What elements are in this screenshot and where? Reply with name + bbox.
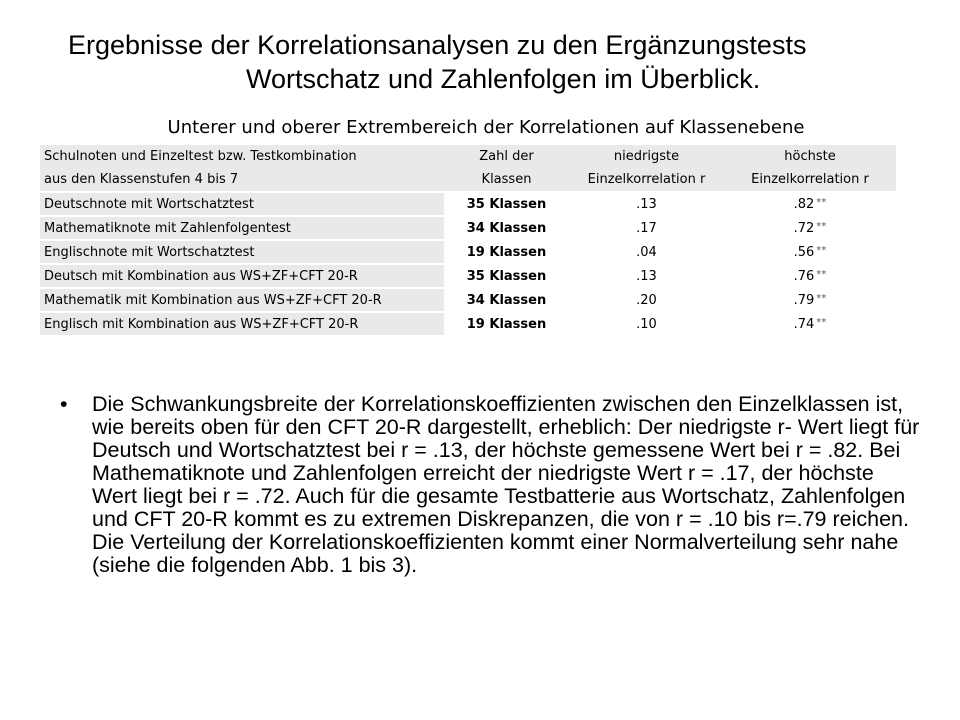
table-header-row <box>40 145 896 168</box>
title-line-2: Wortschatz und Zahlenfolgen im Überblick. <box>246 64 761 94</box>
header-cell: Einzelkorrelation r <box>569 168 724 192</box>
min-correlation: .20 <box>569 288 724 312</box>
title-line-1: Ergebnisse der Korrelationsanalysen zu den Ergänzungstests <box>68 30 807 60</box>
header-cell: Klassen <box>444 168 569 192</box>
min-correlation: .13 <box>569 192 724 216</box>
table-row <box>40 288 896 312</box>
table-row <box>40 264 896 288</box>
row-label: Mathematiknote mit Zahlenfolgentest <box>40 216 444 240</box>
class-count: 35 Klassen <box>444 192 569 216</box>
min-correlation: .04 <box>569 240 724 264</box>
max-correlation: .82 <box>793 196 815 212</box>
class-count: 34 Klassen <box>444 288 569 312</box>
row-label: Mathematik mit Kombination aus WS+ZF+CFT 20-R <box>40 288 444 312</box>
max-correlation: .72 <box>793 220 815 236</box>
max-correlation: .76 <box>793 268 815 284</box>
min-correlation: .10 <box>569 312 724 336</box>
row-label: Deutsch mit Kombination aus WS+ZF+CFT 20-R <box>40 264 444 288</box>
header-cell: niedrigste <box>569 145 724 168</box>
table-heading: Unterer und oberer Extrembereich der Korrelationen auf Klassenebene <box>167 117 805 138</box>
class-count: 35 Klassen <box>444 264 569 288</box>
row-label: Englisch mit Kombination aus WS+ZF+CFT 20-R <box>40 312 444 336</box>
max-correlation-cell <box>724 288 896 312</box>
max-correlation-cell <box>724 264 896 288</box>
bullet-marker: • <box>60 392 68 416</box>
table-row <box>40 312 896 336</box>
row-label: Deutschnote mit Wortschatztest <box>40 192 444 216</box>
significance-marker: ** <box>816 220 827 232</box>
min-correlation: .13 <box>569 264 724 288</box>
class-count: 34 Klassen <box>444 216 569 240</box>
significance-marker: ** <box>816 316 827 328</box>
bullet-text: Die Schwankungsbreite der Korrelationskoeffizienten zwischen den Einzelklassen ist, wie bereits oben für den CFT 20-R dargestellt, erheblich: Der niedrigste r- Wert liegt für Deutsch und Wortschatztest bei r = .13, der höchste gemessene Wert bei r = .82. Bei Mathematiknote und Zahlenfolgen erreicht der niedrigste Wert r = .17, der höchste Wert liegt bei r = .72. Auch für die gesamte Testbatterie aus Wortschatz, Zahlenfolgen und CFT 20-R kommt es zu extremen Diskrepanzen, die von r = .10 bis r=.79 reichen. Die Verteilung der Korrelationskoeffizienten kommt einer Normalverteilung sehr nahe (siehe die folgenden Abb. 1 bis 3). <box>92 392 920 577</box>
max-correlation: .74 <box>793 316 815 332</box>
slide-title <box>60 28 940 96</box>
max-correlation: .56 <box>793 244 815 260</box>
max-correlation: .79 <box>793 292 815 308</box>
header-cell: Einzelkorrelation r <box>724 168 896 192</box>
max-correlation-cell <box>724 312 896 336</box>
significance-marker: ** <box>816 244 827 256</box>
header-cell: höchste <box>724 145 896 168</box>
max-correlation-cell <box>724 216 896 240</box>
table-row <box>40 240 896 264</box>
header-cell: Schulnoten und Einzeltest bzw. Testkombination <box>40 145 444 168</box>
correlation-table <box>40 145 896 337</box>
class-count: 19 Klassen <box>444 312 569 336</box>
max-correlation-cell <box>724 192 896 216</box>
table-row <box>40 192 896 216</box>
class-count: 19 Klassen <box>444 240 569 264</box>
header-cell: aus den Klassenstufen 4 bis 7 <box>40 168 444 192</box>
table-header-row <box>40 168 896 192</box>
significance-marker: ** <box>816 196 827 208</box>
significance-marker: ** <box>816 268 827 280</box>
header-cell: Zahl der <box>444 145 569 168</box>
table-row <box>40 216 896 240</box>
max-correlation-cell <box>724 240 896 264</box>
significance-marker: ** <box>816 292 827 304</box>
row-label: Englischnote mit Wortschatztest <box>40 240 444 264</box>
min-correlation: .17 <box>569 216 724 240</box>
